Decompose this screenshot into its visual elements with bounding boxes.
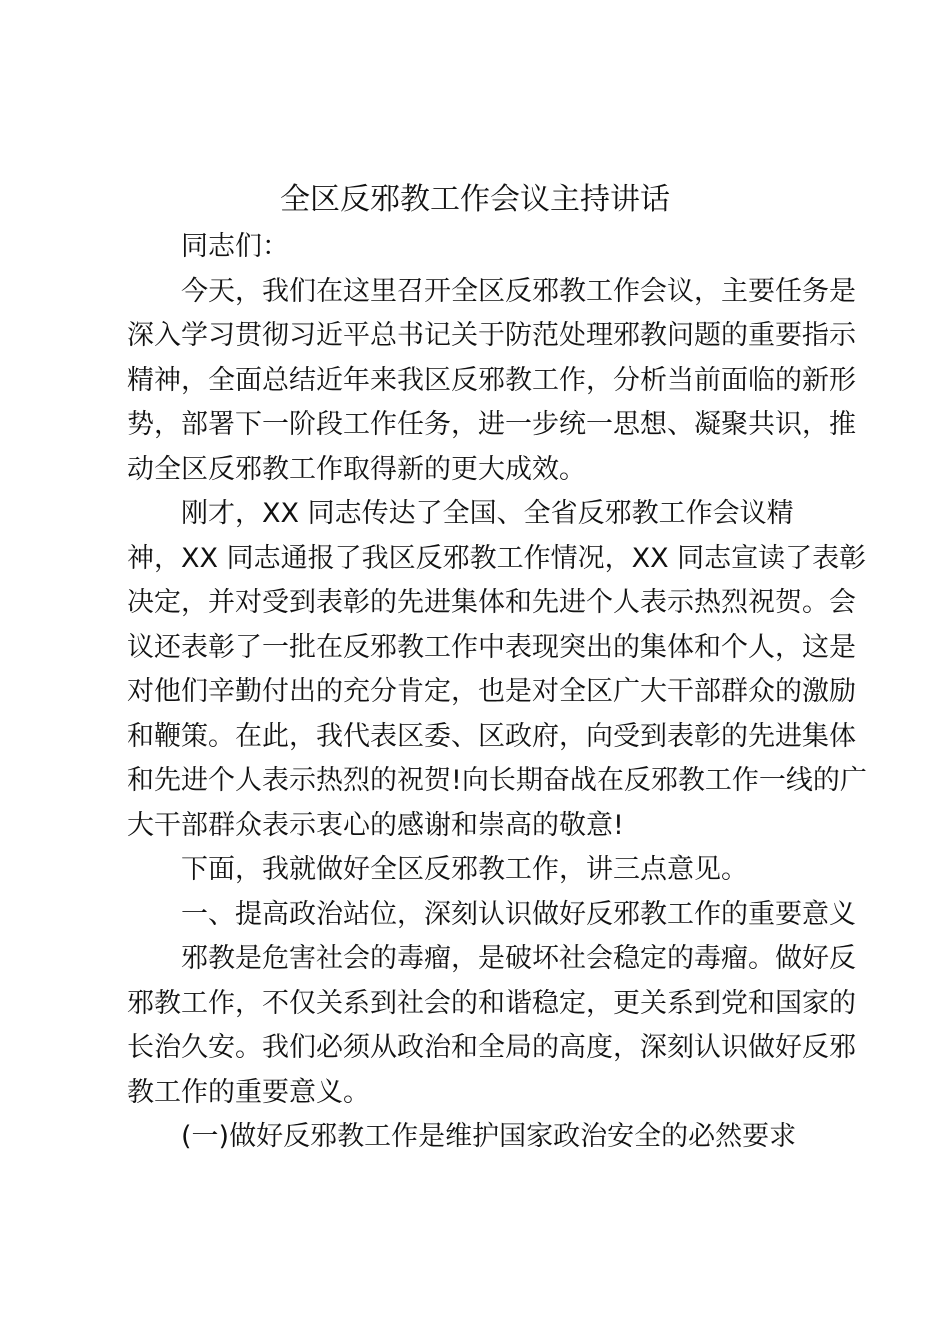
paragraph-line: 神，XX 同志通报了我区反邪教工作情况，XX 同志宣读了表彰 bbox=[127, 542, 867, 574]
subsection-heading-text: (一)做好反邪教工作是维护国家政治安全的必然要求 bbox=[181, 1121, 797, 1152]
paragraph-line: 大干部群众表示衷心的感谢和崇高的敬意! bbox=[127, 809, 624, 841]
paragraph-line: 刚才，XX 同志传达了全国、全省反邪教工作会议精 bbox=[181, 498, 794, 529]
paragraph-line: 和鞭策。在此，我代表区委、区政府，向受到表彰的先进集体 bbox=[127, 720, 856, 752]
paragraph-line: 和先进个人表示热烈的祝贺!向长期奋战在反邪教工作一线的广 bbox=[127, 765, 867, 796]
paragraph-section-intro bbox=[127, 937, 856, 1115]
paragraph-line: 邪教工作，不仅关系到社会的和谐稳定，更关系到党和国家的 bbox=[127, 987, 856, 1019]
paragraph-line: 下面，我就做好全区反邪教工作，讲三点意见。 bbox=[181, 854, 748, 885]
paragraph-line: 教工作的重要意义。 bbox=[127, 1076, 370, 1108]
paragraph-line: 深入学习贯彻习近平总书记关于防范处理邪教问题的重要指示 bbox=[127, 320, 856, 351]
paragraph-transition bbox=[127, 848, 823, 893]
document-title: 全区反邪教工作会议主持讲话 bbox=[280, 182, 670, 217]
paragraph-line: 邪教是危害社会的毒瘤，是破坏社会稳定的毒瘤。做好反 bbox=[181, 943, 856, 974]
paragraph-line: 势，部署下一阶段工作任务，进一步统一思想、凝聚共识，推 bbox=[127, 409, 856, 440]
salutation-text: 同志们： bbox=[181, 231, 289, 262]
paragraph-line: 今天，我们在这里召开全区反邪教工作会议，主要任务是 bbox=[181, 275, 856, 307]
salutation bbox=[127, 225, 823, 270]
paragraph-line: 长治久安。我们必须从政治和全局的高度，深刻认识做好反邪 bbox=[127, 1032, 856, 1063]
paragraph-line: 动全区反邪教工作取得新的更大成效。 bbox=[127, 453, 586, 485]
paragraph-opening bbox=[127, 270, 856, 493]
paragraph-line: 对他们辛勤付出的充分肯定，也是对全区广大干部群众的激励 bbox=[127, 676, 856, 707]
paragraph-line: 决定，并对受到表彰的先进集体和先进个人表示热烈祝贺。会 bbox=[127, 587, 856, 618]
section-heading-text: 一、提高政治站位，深刻认识做好反邪教工作的重要意义 bbox=[181, 898, 856, 930]
paragraph-line: 精神，全面总结近年来我区反邪教工作，分析当前面临的新形 bbox=[127, 364, 856, 396]
section-heading bbox=[127, 893, 856, 938]
document-body bbox=[127, 225, 867, 1160]
paragraph-review bbox=[127, 492, 867, 848]
subsection-heading bbox=[127, 1115, 823, 1160]
paragraph-line: 议还表彰了一批在反邪教工作中表现突出的集体和个人，这是 bbox=[127, 631, 856, 663]
